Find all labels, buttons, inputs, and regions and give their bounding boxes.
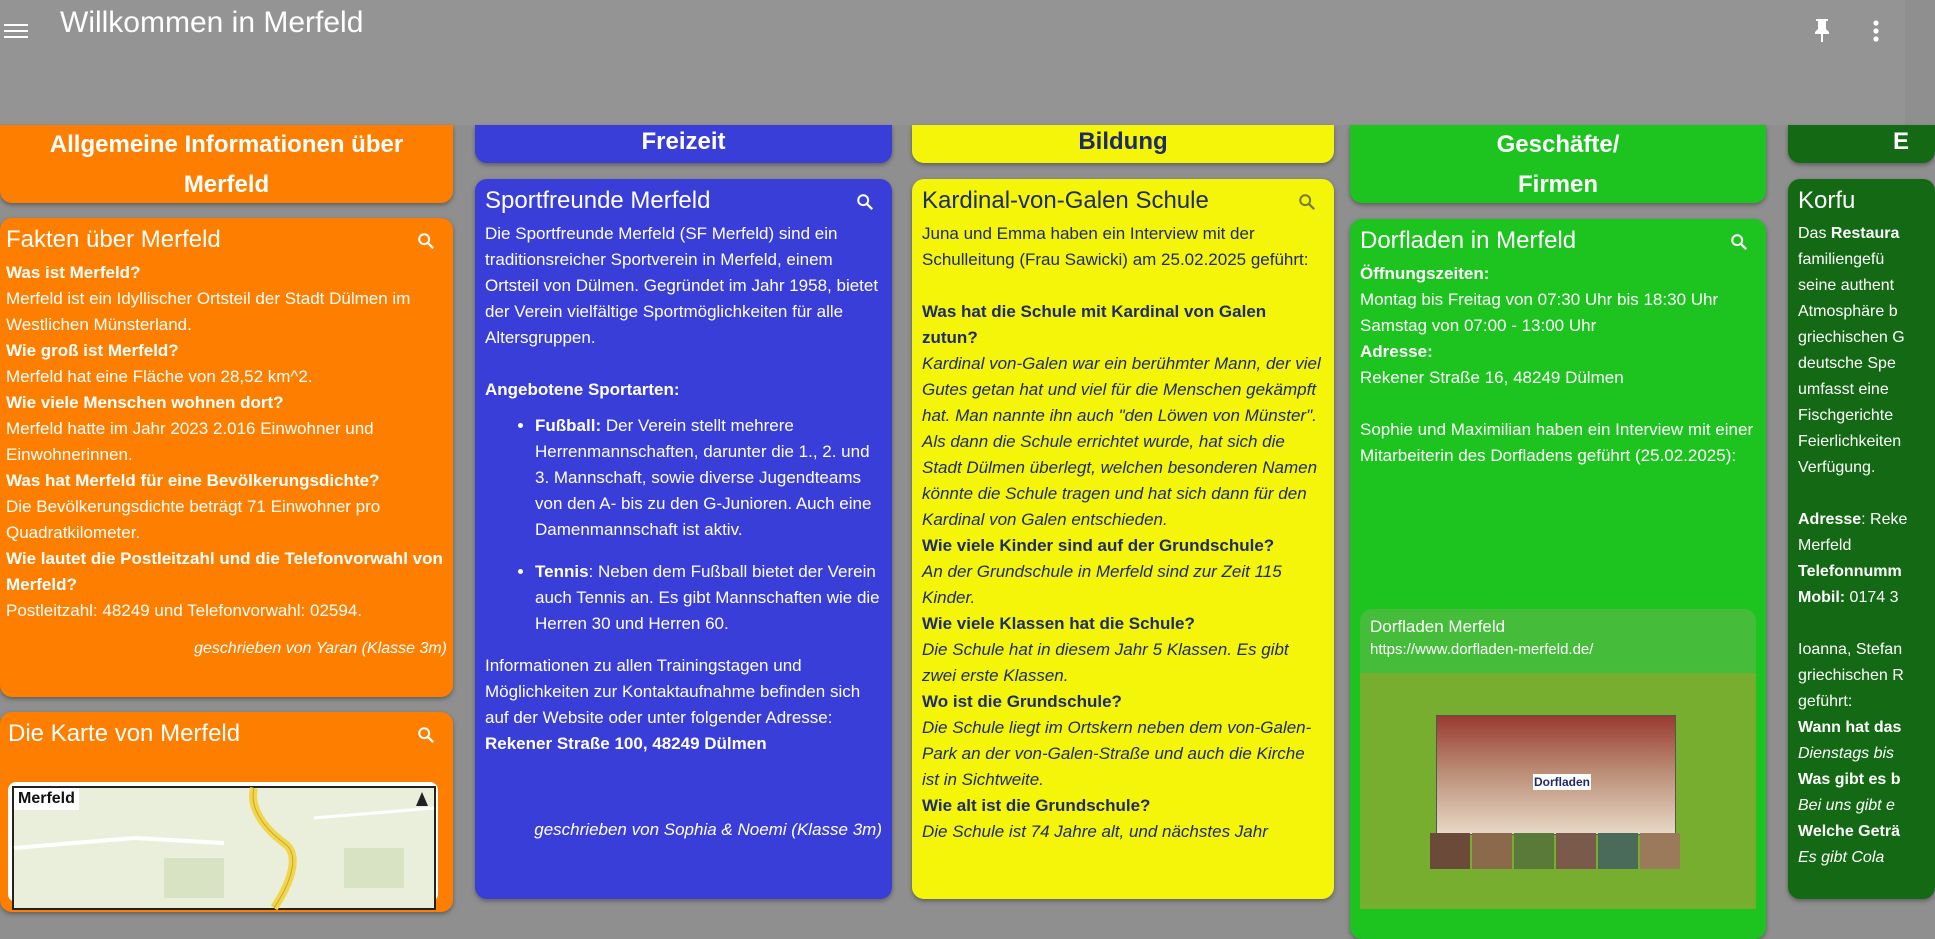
question: Was hat Merfeld für eine Bevölkerungsdichte? [6,471,380,490]
card-dorfladen[interactable] [1350,219,1766,939]
more-vertical-icon[interactable] [1864,18,1888,44]
dorfladen-image [1436,715,1676,835]
intro-text: Die Sportfreunde Merfeld (SF Merfeld) sind ein traditionsreicher Sportverein in Merfeld, einem Ortsteil von Dülmen. Gegründet im Jahr 1958, bietet der Verein vielfältige Sportmöglichkeiten für alle Altersgruppen. [485,224,879,347]
hours-line: Montag bis Freitag von 07:30 Uhr bis 18:30 Uhr [1360,290,1719,309]
link-image-frame [1360,673,1756,909]
list-item: • Tennis: Neben dem Fußball bietet der Verein auch Tennis an. Es gibt Mannschaften wie die Herren 30 und Herren 60. [535,559,882,637]
column-gastro [1788,125,1910,870]
answer: Die Schule hat in diesem Jahr 5 Klassen. Es gibt zwei erste Klassen. [922,640,1289,685]
hours-line: Samstag von 07:00 - 13:00 Uhr [1360,316,1597,335]
map-label: Merfeld [14,788,79,810]
hamburger-menu-icon[interactable] [4,20,28,40]
search-icon[interactable] [1730,233,1748,251]
column-allgemein [0,125,455,870]
column-freizeit [475,125,892,870]
search-icon[interactable] [417,232,435,250]
question: Wie viele Menschen wohnen dort? [6,393,284,412]
map-image[interactable] [8,782,438,902]
answer: An der Grundschule in Merfeld sind zur Zeit 115 Kinder. [922,562,1282,607]
answer: Kardinal von-Galen war ein berühmter Mann, der viel Gutes getan hat und viel für die Menschen gekämpft hat. Man nannte ihn auch "den Löwen von Münster". Als dann die Schule errichtet wurde, hat sich die Stadt Dülmen überlegt, welchen besonderen Namen könnte die Schule tragen und hat sich dann für den Kardinal von Galen entschieden. [922,354,1321,529]
question: Wie alt ist die Grundschule? [922,796,1151,815]
search-icon[interactable] [856,193,874,211]
info-text: Informationen zu allen Trainingstagen und Möglichkeiten zur Kontaktaufnahme befinden sich auf der Website oder unter folgender Adresse: [485,656,861,727]
link-title: Dorfladen Merfeld [1370,617,1506,636]
column-bildung [912,125,1334,870]
answer: Postleitzahl: 48249 und Telefonvorwahl: 02594. [6,601,362,620]
thumbnail-strip [1430,833,1680,869]
answer: Die Bevölkerungsdichte beträgt 71 Einwohner pro Quadratkilometer. [6,497,381,542]
page-title: Willkommen in Merfeld [60,6,364,39]
link-preview[interactable] [1360,609,1756,909]
answer: Die Schule ist 74 Jahre alt, und nächstes Jahr [922,822,1268,841]
card-karte[interactable] [0,712,453,912]
signature: geschrieben von Sophia & Noemi (Klasse 3m) [534,820,882,839]
answer: Merfeld hat eine Fläche von 28,52 km^2. [6,367,313,386]
image-caption: Dorfladen [1533,775,1590,789]
column-header[interactable]: Freizeit [475,125,892,163]
address-label: Adresse: [1360,342,1433,361]
signature: geschrieben von Yaran (Klasse 3m) [194,640,447,657]
card-title: Dorfladen in Merfeld [1360,227,1577,254]
pin-icon[interactable] [1810,16,1834,44]
card-title: Fakten über Merfeld [6,226,221,253]
column-geschaefte [1350,125,1766,870]
question: Wie groß ist Merfeld? [6,341,179,360]
interview-qa [922,299,1324,845]
section-heading: Angebotene Sportarten: [485,380,680,399]
list-item: • Fußball: Der Verein stellt mehrere Herrenmannschaften, darunter die 1., 2. und 3. Mannschaft, sowie diverse Jugendteams von den A- bis zu den G-Junioren. Auch eine Damenmannschaft ist aktiv. [535,413,882,543]
card-fakten[interactable] [0,218,453,697]
link-url[interactable]: https://www.dorfladen-merfeld.de/ [1370,641,1594,658]
address: Rekener Straße 16, 48249 Dülmen [1360,368,1624,387]
column-header[interactable]: Allgemeine Informationen über Merfeld [0,125,453,203]
search-icon[interactable] [417,726,435,744]
column-header[interactable]: Geschäfte/ Firmen [1350,125,1766,203]
search-icon[interactable] [1298,193,1316,211]
card-sportfreunde[interactable] [475,179,892,899]
column-header[interactable]: Bildung [912,125,1334,163]
question: Wie lautet die Postleitzahl und die Telefonvorwahl von Merfeld? [6,549,443,594]
intro-text: Juna und Emma haben ein Interview mit der Schulleitung (Frau Sawicki) am 25.02.2025 geführt: [922,224,1309,269]
address: Rekener Straße 100, 48249 Dülmen [485,734,767,753]
sports-list [485,413,882,637]
app-bar [0,0,1905,125]
column-header[interactable]: E [1788,125,1935,163]
question: Wie viele Klassen hat die Schule? [922,614,1195,633]
question: Wie viele Kinder sind auf der Grundschule? [922,536,1275,555]
card-title: Korfu [1798,187,1856,214]
question: Was hat die Schule mit Kardinal von Galen zutun? [922,302,1267,347]
card-title: Die Karte von Merfeld [8,720,241,747]
question: Wo ist die Grundschule? [922,692,1122,711]
answer: Merfeld ist ein Idyllischer Ortsteil der Stadt Dülmen im Westlichen Münsterland. [6,289,411,334]
answer: Merfeld hatte im Jahr 2023 2.016 Einwohner und Einwohnerinnen. [6,419,374,464]
card-schule[interactable] [912,179,1334,899]
answer: Die Schule liegt im Ortskern neben dem von-Galen-Park an der von-Galen-Straße und auch die Kirche ist in Sichtweite. [922,718,1312,789]
card-title: Kardinal-von-Galen Schule [922,187,1209,214]
card-korfu[interactable]: Korfu Das Restaura familiengefü seine authent Atmosphäre b griechischen G deutsche Spe umfasst eine Fischgerichte Feierlichkeiten Verfügung. Adresse: Reke Merfeld Telefonnumm Mobil: 0174 3 Ioanna, Stefan griechischen R geführt: Wann hat das Dienstags bis Was gibt es b Bei uns gibt e Welche Geträ Es gibt Cola [1788,179,1935,899]
card-body [6,260,447,624]
question: Was ist Merfeld? [6,263,141,282]
interview-text: Sophie und Maximilian haben ein Interview mit einer Mitarbeiterin des Dorfladens geführt (25.02.2025): [1360,420,1754,465]
hours-label: Öffnungszeiten: [1360,264,1490,283]
card-title: Sportfreunde Merfeld [485,187,711,214]
